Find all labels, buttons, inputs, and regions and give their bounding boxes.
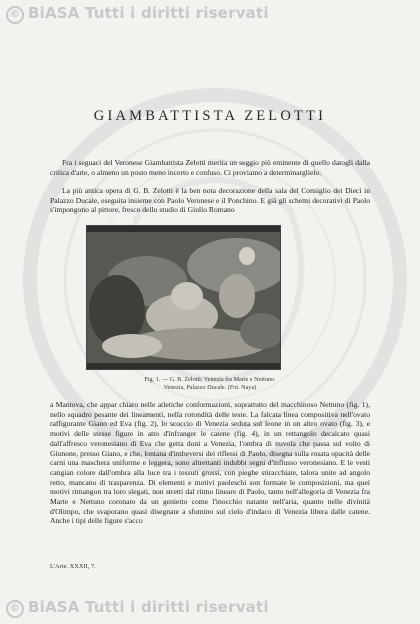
watermark-top xyxy=(6,4,269,24)
paragraph-intro: Fra i seguaci del Veronese Giambattista Zelotti merita un seggio più eminente di quello datogli dalla critica d'arte, o almeno un posto meno incerto e confuso. Ci proviamo a determinarglielo. xyxy=(50,158,370,177)
fresco-image xyxy=(86,225,281,370)
caption-line-1: Fig. 1. — G. B. Zelotti: Venezia fra Marte e Nettuno. xyxy=(144,376,276,383)
footer-citation: L'Arte. XXXII, 7. xyxy=(50,563,96,570)
watermark-top-text: BiASA Tutti i diritti riservati xyxy=(28,4,269,22)
copyright-icon: © xyxy=(6,6,24,24)
paragraph-second: La più antica opera di G. B. Zelotti è la ben nota decorazione della sala del Consiglio dei Dieci in Palazzo Ducale, eseguita insieme con Paolo Veronese e il Ponchino. E già gli schemi decorativi di Paolo s'impongono al pittore, fresco dello studio di Giulio Romano xyxy=(50,186,370,215)
watermark-bottom xyxy=(6,598,269,618)
copyright-icon: © xyxy=(6,600,24,618)
watermark-bottom-text: BiASA Tutti i diritti riservati xyxy=(28,598,269,616)
paragraph-main: a Mantova, che appar chiaro nelle atletiche conformazioni, soprattutto del macchinoso Nettuno (fig. 1), nello squadro pesante dei lineamenti, nella rotondità delle teste. La falcata linea compositiva nell'ovato raffigurante Giano ed Eva (fig. 2), lo scoccio di Venezia seduta sul leone in un altro ovato (fig. 3), e motivi delle stesse figure in atto d'infranger le catene (fig. 4), in un rettangolo decalcato quasi dall'affresco veronesiano di Eva che getta doni a Venezia, l'ombra di nuvola che passa sul volto di Giunone, presso Giano, e che, lontana d'imbeversi dei riflessi di Paolo, disegna sulla rosata opacità delle carni una maschera uniforme e leggera, sono altrettanti indubbi segni d'influsso veronesiano. E le vesti cangian colore dall'ombra alla luce tra i tessuti grossi, con pieghe stiracchiate, talora unite ad angolo retto, mancano di trasparenza. Di elementi e motivi paoleschi son formate le composizioni, ma quei motivi rimangon tra loro slegati, non stretti dal ritmo lineare di Paolo, tanto nell'allegoria di Venezia fra Marte e Nettuno coronato da un genietto come l'inocchio natante nell'aria, quanto nelle divinità d'Olimpo, che svaporano quasi disegnate a sfumino sul cielo d'indaco di Venezia libera dalle catene. Anche i tipi delle figure s'acco xyxy=(50,400,370,526)
figure-caption xyxy=(70,376,350,392)
page-title: GIAMBATTISTA ZELOTTI xyxy=(93,108,327,124)
caption-line-2: Venezia, Palazzo Ducale. (Fot. Naya) xyxy=(163,384,257,391)
